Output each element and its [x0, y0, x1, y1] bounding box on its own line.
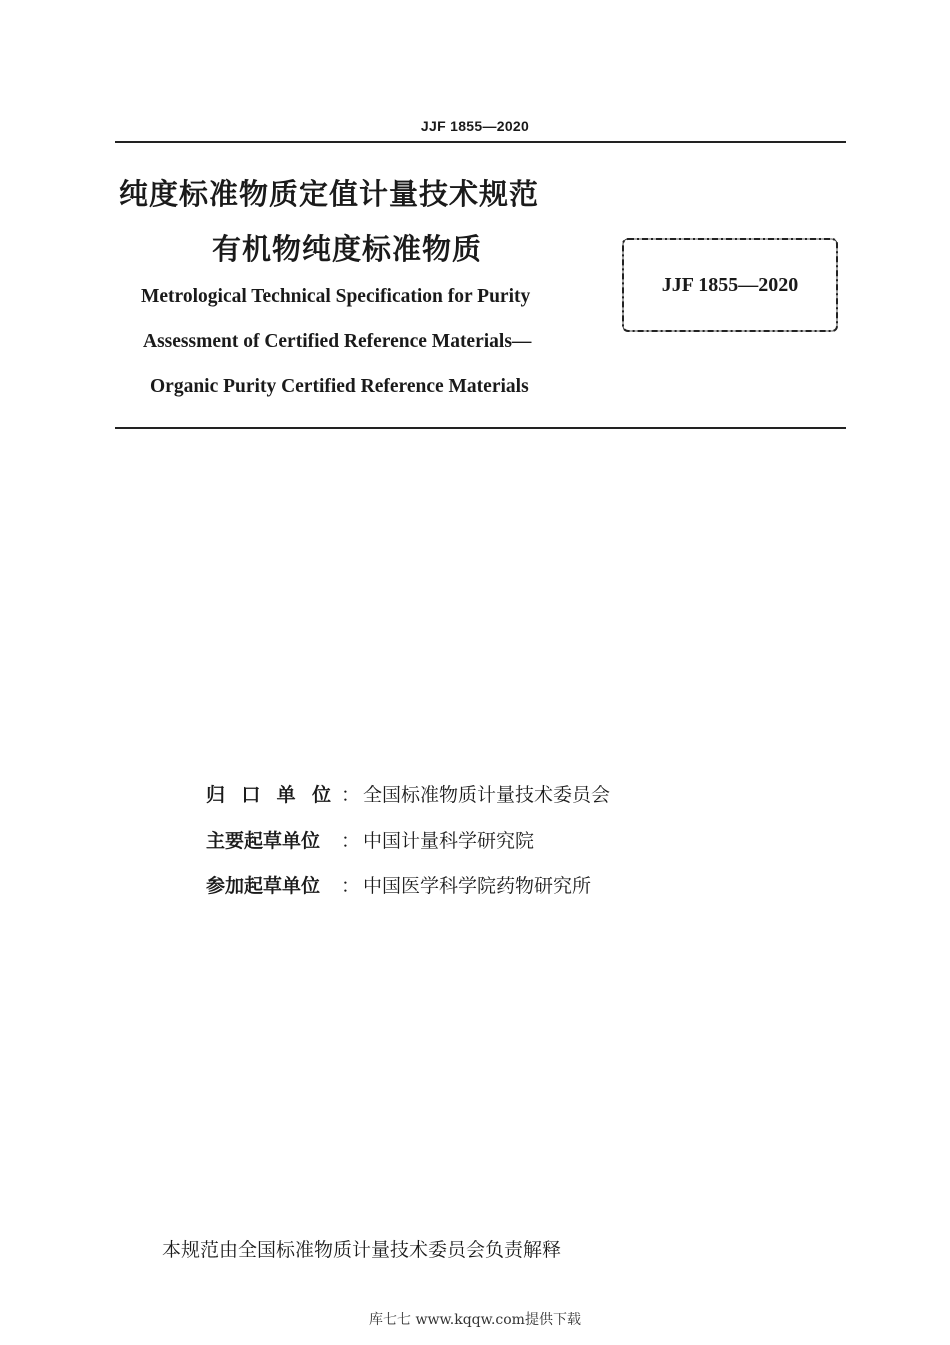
standard-code-boxed: JJF 1855—2020 — [661, 274, 799, 296]
info-colon: ： — [341, 875, 361, 897]
info-row-participating-drafting-unit — [206, 871, 591, 898]
title-chinese-line-2: 有机物纯度标准物质 — [212, 232, 483, 266]
info-colon: ： — [341, 830, 361, 852]
title-english-line-2: Assessment of Certified Reference Materials— — [143, 331, 532, 352]
bottom-rule — [115, 427, 846, 429]
info-row-responsible-unit — [206, 780, 610, 807]
title-english-line-3: Organic Purity Certified Reference Materials — [150, 376, 529, 397]
interpretation-note: 本规范由全国标准物质计量技术委员会负责解释 — [162, 1239, 562, 1261]
info-label-responsible-unit — [206, 780, 341, 807]
download-watermark: 库七七 www.kqqw.com提供下载 — [369, 1312, 581, 1328]
info-value-main-drafting-unit: 中国计量科学研究院 — [363, 830, 535, 852]
info-label-main-drafting-unit: 主要起草单位 — [206, 830, 321, 852]
info-value-participating-drafting-unit: 中国医学科学院药物研究所 — [363, 875, 592, 897]
info-label-char: 位 — [311, 784, 331, 806]
title-english-line-1: Metrological Technical Specification for Purity — [141, 286, 531, 307]
standard-code-box — [620, 235, 840, 335]
info-label-participating-drafting-unit: 参加起草单位 — [206, 875, 321, 897]
info-label-char: 归 — [206, 784, 226, 806]
info-row-main-drafting-unit — [206, 826, 534, 853]
info-label-char: 口 — [241, 784, 261, 806]
info-colon: ： — [341, 784, 361, 806]
info-label-char: 单 — [276, 784, 296, 806]
title-chinese-line-1: 纯度标准物质定值计量技术规范 — [119, 177, 540, 211]
header-standard-code: JJF 1855—2020 — [420, 118, 530, 134]
top-rule — [115, 141, 846, 143]
info-value-responsible-unit: 全国标准物质计量技术委员会 — [363, 784, 611, 806]
